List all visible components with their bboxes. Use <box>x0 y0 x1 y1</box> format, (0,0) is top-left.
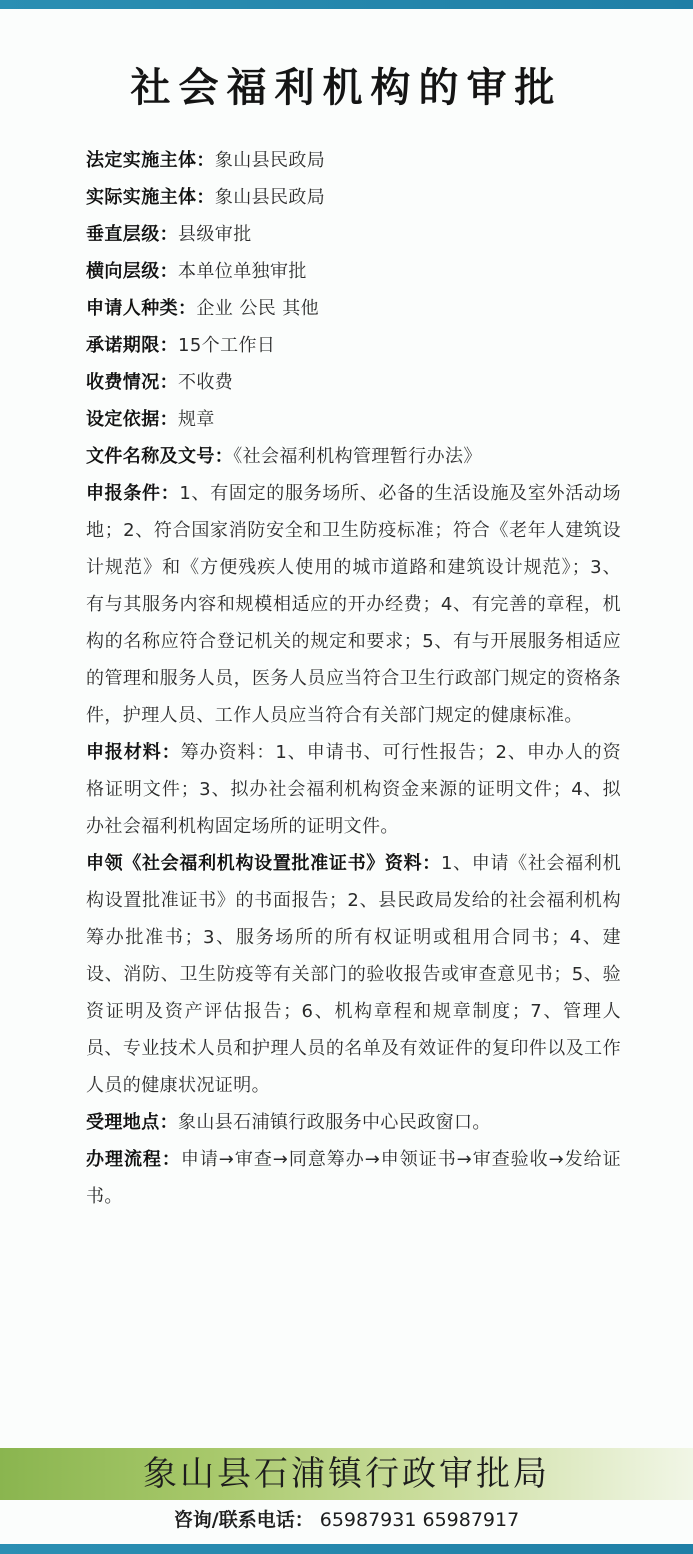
section-materials <box>86 734 621 845</box>
section-text: 1、有固定的服务场所、必备的生活设施及室外活动场地；2、符合国家消防安全和卫生防疫标准；符合《老年人建筑设计规范》和《方便残疾人使用的城市道路和建筑设计规范》；3、有与其服务内容和规模相适应的开办经费；4、有完善的章程，机构的名称应符合登记机关的规定和要求；5、有与开展服务相适应的管理和服务人员，医务人员应当符合卫生行政部门规定的资格条件，护理人员、工作人员应当符合有关部门规定的健康标准。 <box>86 483 621 726</box>
contact-label: 咨询/联系电话： <box>173 1509 314 1531</box>
section-text: 筹办资料：1、申请书、可行性报告；2、申办人的资格证明文件；3、拟办社会福利机构资金来源的证明文件；4、拟办社会福利机构固定场所的证明文件。 <box>86 742 621 837</box>
section-label: 申报材料： <box>86 742 181 763</box>
field-legal-subject <box>86 142 621 179</box>
field-basis <box>86 401 621 438</box>
field-applicant-type <box>86 290 621 327</box>
field-value: 规章 <box>178 409 215 430</box>
field-label: 收费情况： <box>86 372 178 393</box>
section-label: 申报条件： <box>86 483 180 504</box>
field-value: 不收费 <box>178 372 234 393</box>
field-actual-subject <box>86 179 621 216</box>
section-text: 1、申请《社会福利机构设置批准证书》的书面报告；2、县民政局发给的社会福利机构筹办批准书；3、服务场所的所有权证明或租用合同书；4、建设、消防、卫生防疫等有关部门的验收报告或审查意见书；5、验资证明及资产评估报告；6、机构章程和规章制度；7、管理人员、专业技术人员和护理人员的名单及有效证件的复印件以及工作人员的健康状况证明。 <box>86 853 621 1096</box>
footer-org-name: 象山县石浦镇行政审批局 <box>143 1454 550 1494</box>
top-color-bar <box>0 0 693 9</box>
page-title: 社会福利机构的审批 <box>130 65 563 111</box>
section-label: 受理地点： <box>86 1112 178 1133</box>
field-label: 申请人种类： <box>86 298 197 319</box>
field-label: 文件名称及文号： <box>86 446 234 467</box>
contact-phones: 65987931 65987917 <box>319 1509 520 1531</box>
field-label: 设定依据： <box>86 409 178 430</box>
section-text: 象山县石浦镇行政服务中心民政窗口。 <box>178 1112 491 1133</box>
field-value: 象山县民政局 <box>214 187 326 208</box>
field-vertical-level <box>86 216 621 253</box>
section-certificate <box>86 845 621 1104</box>
bottom-color-bar <box>0 1544 693 1554</box>
field-value: 县级审批 <box>178 224 252 245</box>
field-value: 象山县民政局 <box>214 150 326 171</box>
section-text: 申请→审查→同意筹办→申领证书→审查验收→发给证书。 <box>86 1149 621 1207</box>
field-value: 企业 公民 其他 <box>196 298 320 319</box>
footer-contact <box>0 1505 693 1535</box>
field-value: 《社会福利机构管理暂行办法》 <box>233 446 482 467</box>
section-process <box>86 1141 621 1215</box>
field-fees <box>86 364 621 401</box>
field-time-limit <box>86 327 621 364</box>
field-label: 垂直层级： <box>86 224 178 245</box>
field-value: 本单位单独审批 <box>178 261 307 282</box>
section-conditions <box>86 475 621 734</box>
section-label: 办理流程： <box>86 1149 181 1170</box>
field-document-name <box>86 438 621 475</box>
field-label: 实际实施主体： <box>86 187 215 208</box>
approval-details <box>86 142 621 1215</box>
section-label: 申领《社会福利机构设置批准证书》资料： <box>86 853 441 874</box>
field-horizontal-level <box>86 253 621 290</box>
section-location <box>86 1104 621 1141</box>
field-label: 承诺期限： <box>86 335 178 356</box>
field-value: 15个工作日 <box>178 335 276 356</box>
field-label: 横向层级： <box>86 261 178 282</box>
field-label: 法定实施主体： <box>86 150 215 171</box>
